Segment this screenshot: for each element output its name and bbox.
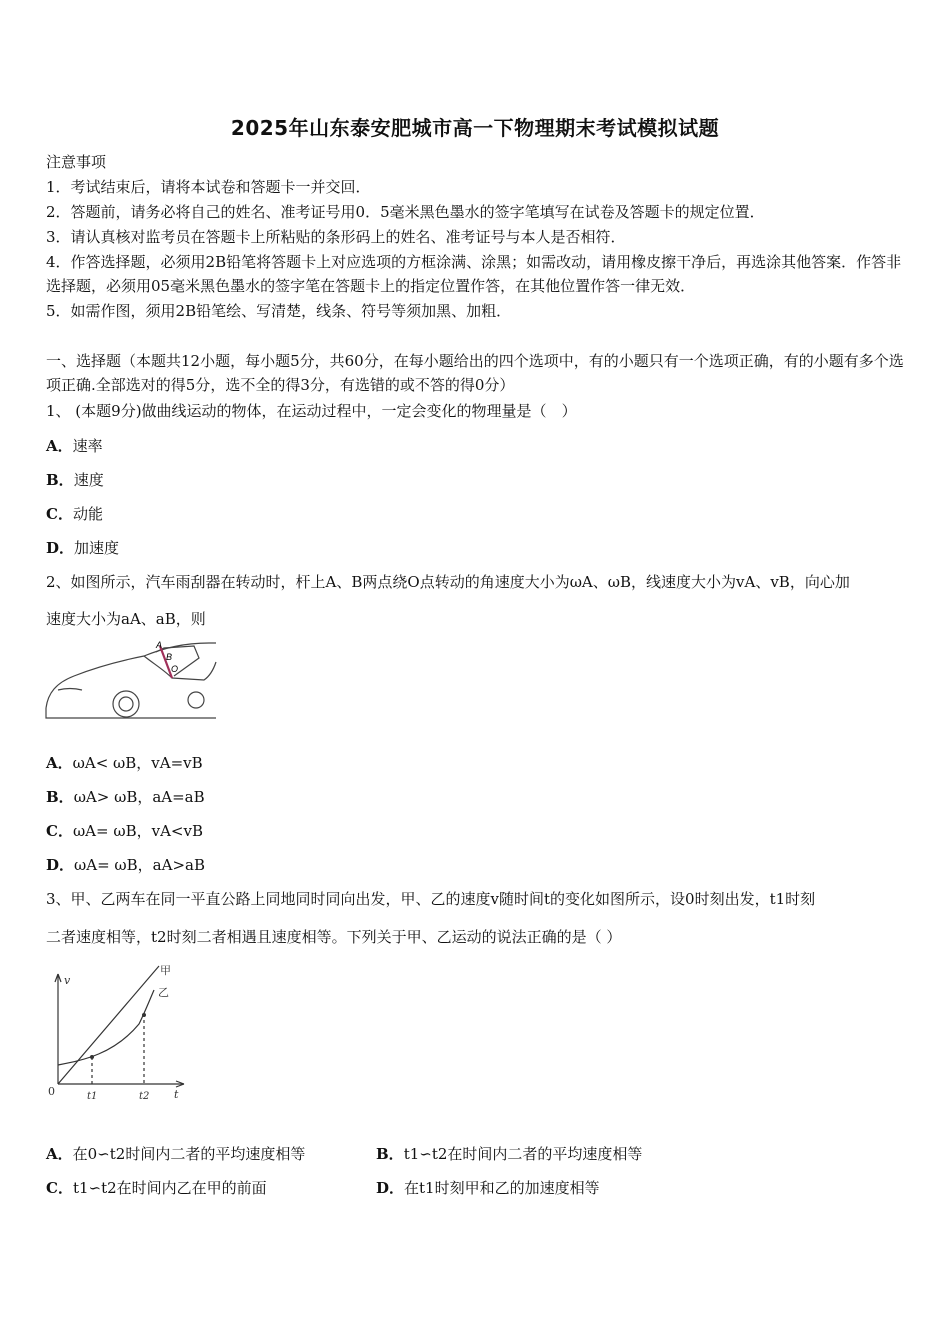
notice-item-2: 2．答题前，请务必将自己的姓名、准考证号用0．5毫米黑色墨水的签字笔填写在试卷及答题卡的规定位置． bbox=[46, 203, 765, 221]
figure-label-a: A bbox=[156, 640, 163, 650]
option-text: ωA< ωB，vA=vB bbox=[72, 754, 203, 772]
option-letter: B． bbox=[46, 788, 74, 806]
q3-option-a bbox=[46, 1142, 305, 1166]
velocity-time-graph bbox=[44, 962, 194, 1102]
notice-item-5: 5．如需作图，须用2B铅笔绘、写清楚，线条、符号等须加黑、加粗． bbox=[46, 302, 512, 320]
option-letter: A． bbox=[46, 754, 73, 772]
graph-t-label: t bbox=[174, 1088, 179, 1101]
option-text: 在0∽t2时间内二者的平均速度相等 bbox=[72, 1145, 306, 1163]
graph-t1-label: t1 bbox=[87, 1091, 98, 1102]
option-letter: A． bbox=[46, 1145, 73, 1163]
figure-label-o: O bbox=[171, 664, 179, 674]
graph-v-label: v bbox=[64, 974, 71, 987]
option-letter: A． bbox=[46, 437, 73, 455]
q1-option-b bbox=[46, 468, 104, 492]
option-text: ωA> ωB，aA=aB bbox=[73, 788, 205, 806]
option-letter: D． bbox=[46, 539, 75, 557]
q2-stem-line2: 速度大小为aA、aB，则 bbox=[46, 610, 206, 628]
option-letter: B． bbox=[376, 1145, 404, 1163]
notice-item-3: 3．请认真核对监考员在答题卡上所粘贴的条形码上的姓名、准考证号与本人是否相符． bbox=[46, 228, 626, 246]
option-letter: C． bbox=[46, 822, 73, 840]
option-text: t1∽t2在时间内二者的平均速度相等 bbox=[403, 1145, 643, 1163]
option-letter: B． bbox=[46, 471, 74, 489]
figure-label-b: B bbox=[166, 652, 173, 662]
option-text: ωA= ωB，vA<vB bbox=[72, 822, 203, 840]
t1-point bbox=[90, 1055, 94, 1059]
q2-option-c bbox=[46, 819, 203, 843]
graph-yi-label: 乙 bbox=[158, 986, 169, 999]
t2-point bbox=[142, 1013, 146, 1017]
notice-heading: 注意事项 bbox=[46, 153, 107, 171]
q3-option-d bbox=[376, 1176, 600, 1200]
option-text: 速率 bbox=[72, 437, 103, 455]
graph-t2-label: t2 bbox=[139, 1091, 150, 1102]
q1-option-a bbox=[46, 434, 103, 458]
option-letter: D． bbox=[46, 856, 75, 874]
q2-stem-line1: 2、如图所示，汽车雨刮器在转动时，杆上A、B两点绕O点转动的角速度大小为ωA、ωB，线速度大小为vA、vB，向心加 bbox=[46, 573, 850, 591]
q2-option-d bbox=[46, 853, 205, 877]
q1-option-d bbox=[46, 536, 119, 560]
q2-option-a bbox=[46, 751, 203, 775]
page-title: 2025年山东泰安肥城市高一下物理期末考试模拟试题 bbox=[230, 116, 720, 140]
option-text: ωA= ωB，aA>aB bbox=[74, 856, 205, 874]
graph-jia-label: 甲 bbox=[160, 964, 171, 977]
option-text: t1∽t2在时间内乙在甲的前面 bbox=[72, 1179, 267, 1197]
option-text: 在t1时刻甲和乙的加速度相等 bbox=[404, 1179, 600, 1197]
line-jia bbox=[58, 966, 159, 1084]
graph-origin-label: 0 bbox=[48, 1085, 55, 1098]
option-letter: C． bbox=[46, 505, 73, 523]
section-heading: 一、选择题（本题共12小题，每小题5分，共60分，在每小题给出的四个选项中，有的小题只有一个选项正确，有的小题有多个选项正确.全部选对的得5分，选不全的得3分，有选错的或不答的得0分） bbox=[46, 352, 904, 394]
option-text: 动能 bbox=[72, 505, 103, 523]
option-letter: D． bbox=[376, 1179, 405, 1197]
q1-option-c bbox=[46, 502, 103, 526]
q3-option-c bbox=[46, 1176, 267, 1200]
option-text: 速度 bbox=[73, 471, 104, 489]
q3-option-b bbox=[376, 1142, 642, 1166]
q3-stem-line1: 3、甲、乙两车在同一平直公路上同地同时同向出发，甲、乙的速度v随时间t的变化如图所示，设0时刻出发，t1时刻 bbox=[46, 890, 816, 908]
notice-item-4: 4．作答选择题，必须用2B铅笔将答题卡上对应选项的方框涂满、涂黑；如需改动，请用橡皮擦干净后，再选涂其他答案．作答非选择题，必须用05毫米黑色墨水的签字笔在答题卡上的指定位置作答，在其他位置作答一律无效． bbox=[46, 253, 902, 295]
car-wiper-figure bbox=[44, 638, 219, 726]
q1-stem: 1、 (本题9分)做曲线运动的物体，在运动过程中，一定会变化的物理量是（ ） bbox=[46, 402, 577, 420]
option-letter: C． bbox=[46, 1179, 73, 1197]
q2-option-b bbox=[46, 785, 205, 809]
notice-item-1: 1．考试结束后，请将本试卷和答题卡一并交回． bbox=[46, 178, 371, 196]
q3-stem-line2: 二者速度相等，t2时刻二者相遇且速度相等。下列关于甲、乙运动的说法正确的是（ ） bbox=[46, 928, 622, 946]
option-text: 加速度 bbox=[74, 539, 120, 557]
